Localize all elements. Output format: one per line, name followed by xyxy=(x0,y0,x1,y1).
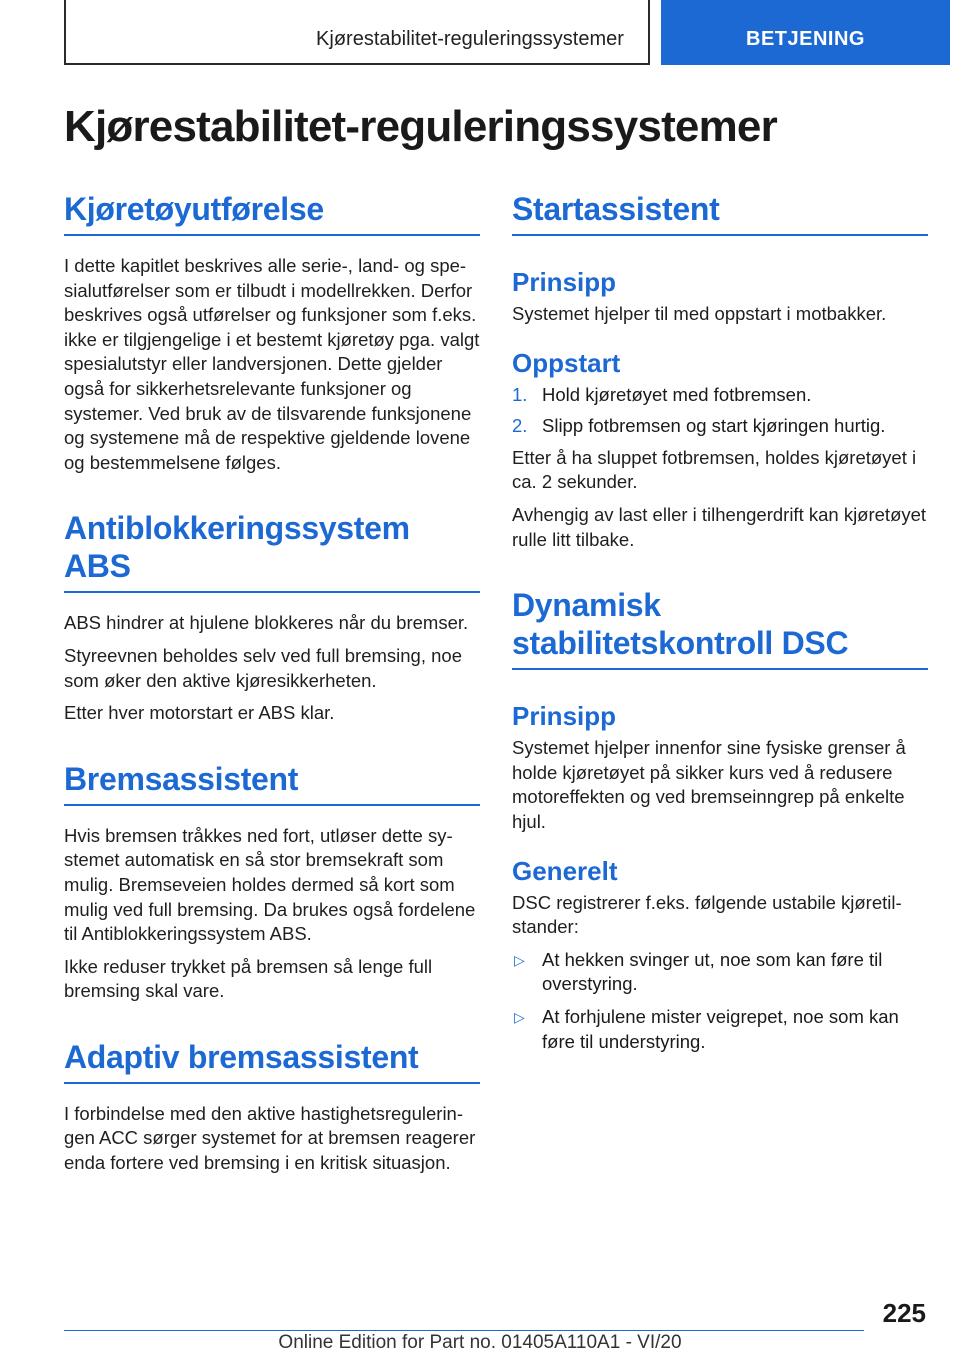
page-title: Kjørestabilitet-reguleringssystemer xyxy=(64,102,777,151)
footer-edition: Online Edition for Part no. 01405A110A1 - VI/20 xyxy=(278,1332,682,1353)
paragraph: I forbindelse med den aktive hastighetsreguleringen ACC sørger systemet for at bremsen reagerer enda fortere ved bremsing i en kritisk situasjon. xyxy=(64,1102,476,1174)
triangle-bullet-icon: ▷ xyxy=(514,1008,525,1025)
paragraph: I dette kapitlet beskrives alle serie-, land- og spesialutførelser som er tilbudt i modellrekken. Derfor beskrives også utførelser og funksjoner som f.eks. ikke er tilgjengelige i et bestemt kjøretøy pga. valgt spesialutstyr eller landversjonen. Dette gjelder også for sikkerhetsrelevante funksjoner og systemer. Ved bruk av de tilsvarende funksjonene og systemene må de respektive gjeldende lovene og bestemmelsene følges. xyxy=(64,255,480,473)
steps-list xyxy=(512,383,928,439)
paragraph: ABS hindrer at hjulene blokkeres når du bremser. xyxy=(64,612,469,634)
paragraph: Etter hver motorstart er ABS klar. xyxy=(64,702,335,724)
header-section-title: Kjørestabilitet-reguleringssystemer xyxy=(316,28,624,50)
step-text: Hold kjøretøyet med fotbremsen. xyxy=(542,383,812,405)
tab-betjening[interactable] xyxy=(661,0,950,65)
section-abs xyxy=(64,509,480,725)
step-number: 1. xyxy=(512,383,528,405)
subsection-heading: Prinsipp xyxy=(512,701,617,732)
section-heading: Bremsassistent xyxy=(64,760,480,806)
section-heading: Kjøretøyutførelse xyxy=(64,190,480,236)
bullet-list xyxy=(512,948,928,1054)
right-column xyxy=(512,190,928,1062)
subsection-heading: Prinsipp xyxy=(512,267,617,297)
step-number: 2. xyxy=(512,415,528,437)
section-heading: Dynamisk stabilitetskontroll DSC xyxy=(512,586,928,670)
section-kjoretoyutforelse xyxy=(64,190,480,475)
list-item xyxy=(512,1005,928,1054)
step-text: Slipp fotbremsen og start kjøringen hurtig. xyxy=(542,415,886,437)
bullet-text: At hekken svinger ut, noe som kan føre til overstyring. xyxy=(542,948,883,995)
footer-divider xyxy=(64,1330,864,1331)
section-adaptiv-bremsassistent xyxy=(64,1038,480,1176)
paragraph: Ikke reduser trykket på bremsen så lenge full bremsing skal vare. xyxy=(64,955,433,1002)
section-heading: Antiblokkeringssystem ABS xyxy=(64,509,480,593)
section-dsc xyxy=(512,586,928,1054)
paragraph: Systemet hjelper innenfor sine fysiske grenser å holde kjøretøyet på sikker kurs ved å redusere motoreffekten og ved bremseinngrep på enkelte hjul. xyxy=(512,737,906,832)
paragraph: Systemet hjelper til med oppstart i motbakker. xyxy=(512,303,887,324)
page-number: 225 xyxy=(882,1298,926,1328)
section-heading: Startassistent xyxy=(512,190,928,236)
left-column xyxy=(64,190,480,1184)
section-bremsassistent xyxy=(64,760,480,1004)
subsection-heading: Oppstart xyxy=(512,347,621,378)
paragraph: Hvis bremsen tråkkes ned fort, utløser dette systemet automatisk en så stor bremsekraft som mulig. Bremseveien holdes dermed så kort som mulig ved full bremsing. Da brukes også fordelene til Antiblokkeringssystem ABS. xyxy=(64,824,476,945)
section-startassistent xyxy=(512,190,928,552)
subsection-heading: Generelt xyxy=(512,855,618,886)
bullet-text: At forhjulene mister veigrepet, noe som kan føre til understyring. xyxy=(542,1005,899,1052)
list-item xyxy=(512,414,928,439)
triangle-bullet-icon: ▷ xyxy=(514,951,525,968)
tab-betjening-label: BETJENING xyxy=(746,28,865,50)
paragraph: Avhengig av last eller i tilhengerdrift kan kjøretøyet rulle litt tilbake. xyxy=(512,503,927,550)
list-item xyxy=(512,383,928,408)
section-heading: Adaptiv bremsassistent xyxy=(64,1038,480,1084)
paragraph: DSC registrerer f.eks. følgende ustabile kjøretilstander: xyxy=(512,891,902,938)
paragraph: Etter å ha sluppet fotbremsen, holdes kjøretøyet i ca. 2 sekunder. xyxy=(512,446,917,493)
paragraph: Styreevnen beholdes selv ved full bremsing, noe som øker den aktive kjøresikkerheten. xyxy=(64,644,462,691)
list-item xyxy=(512,948,928,997)
